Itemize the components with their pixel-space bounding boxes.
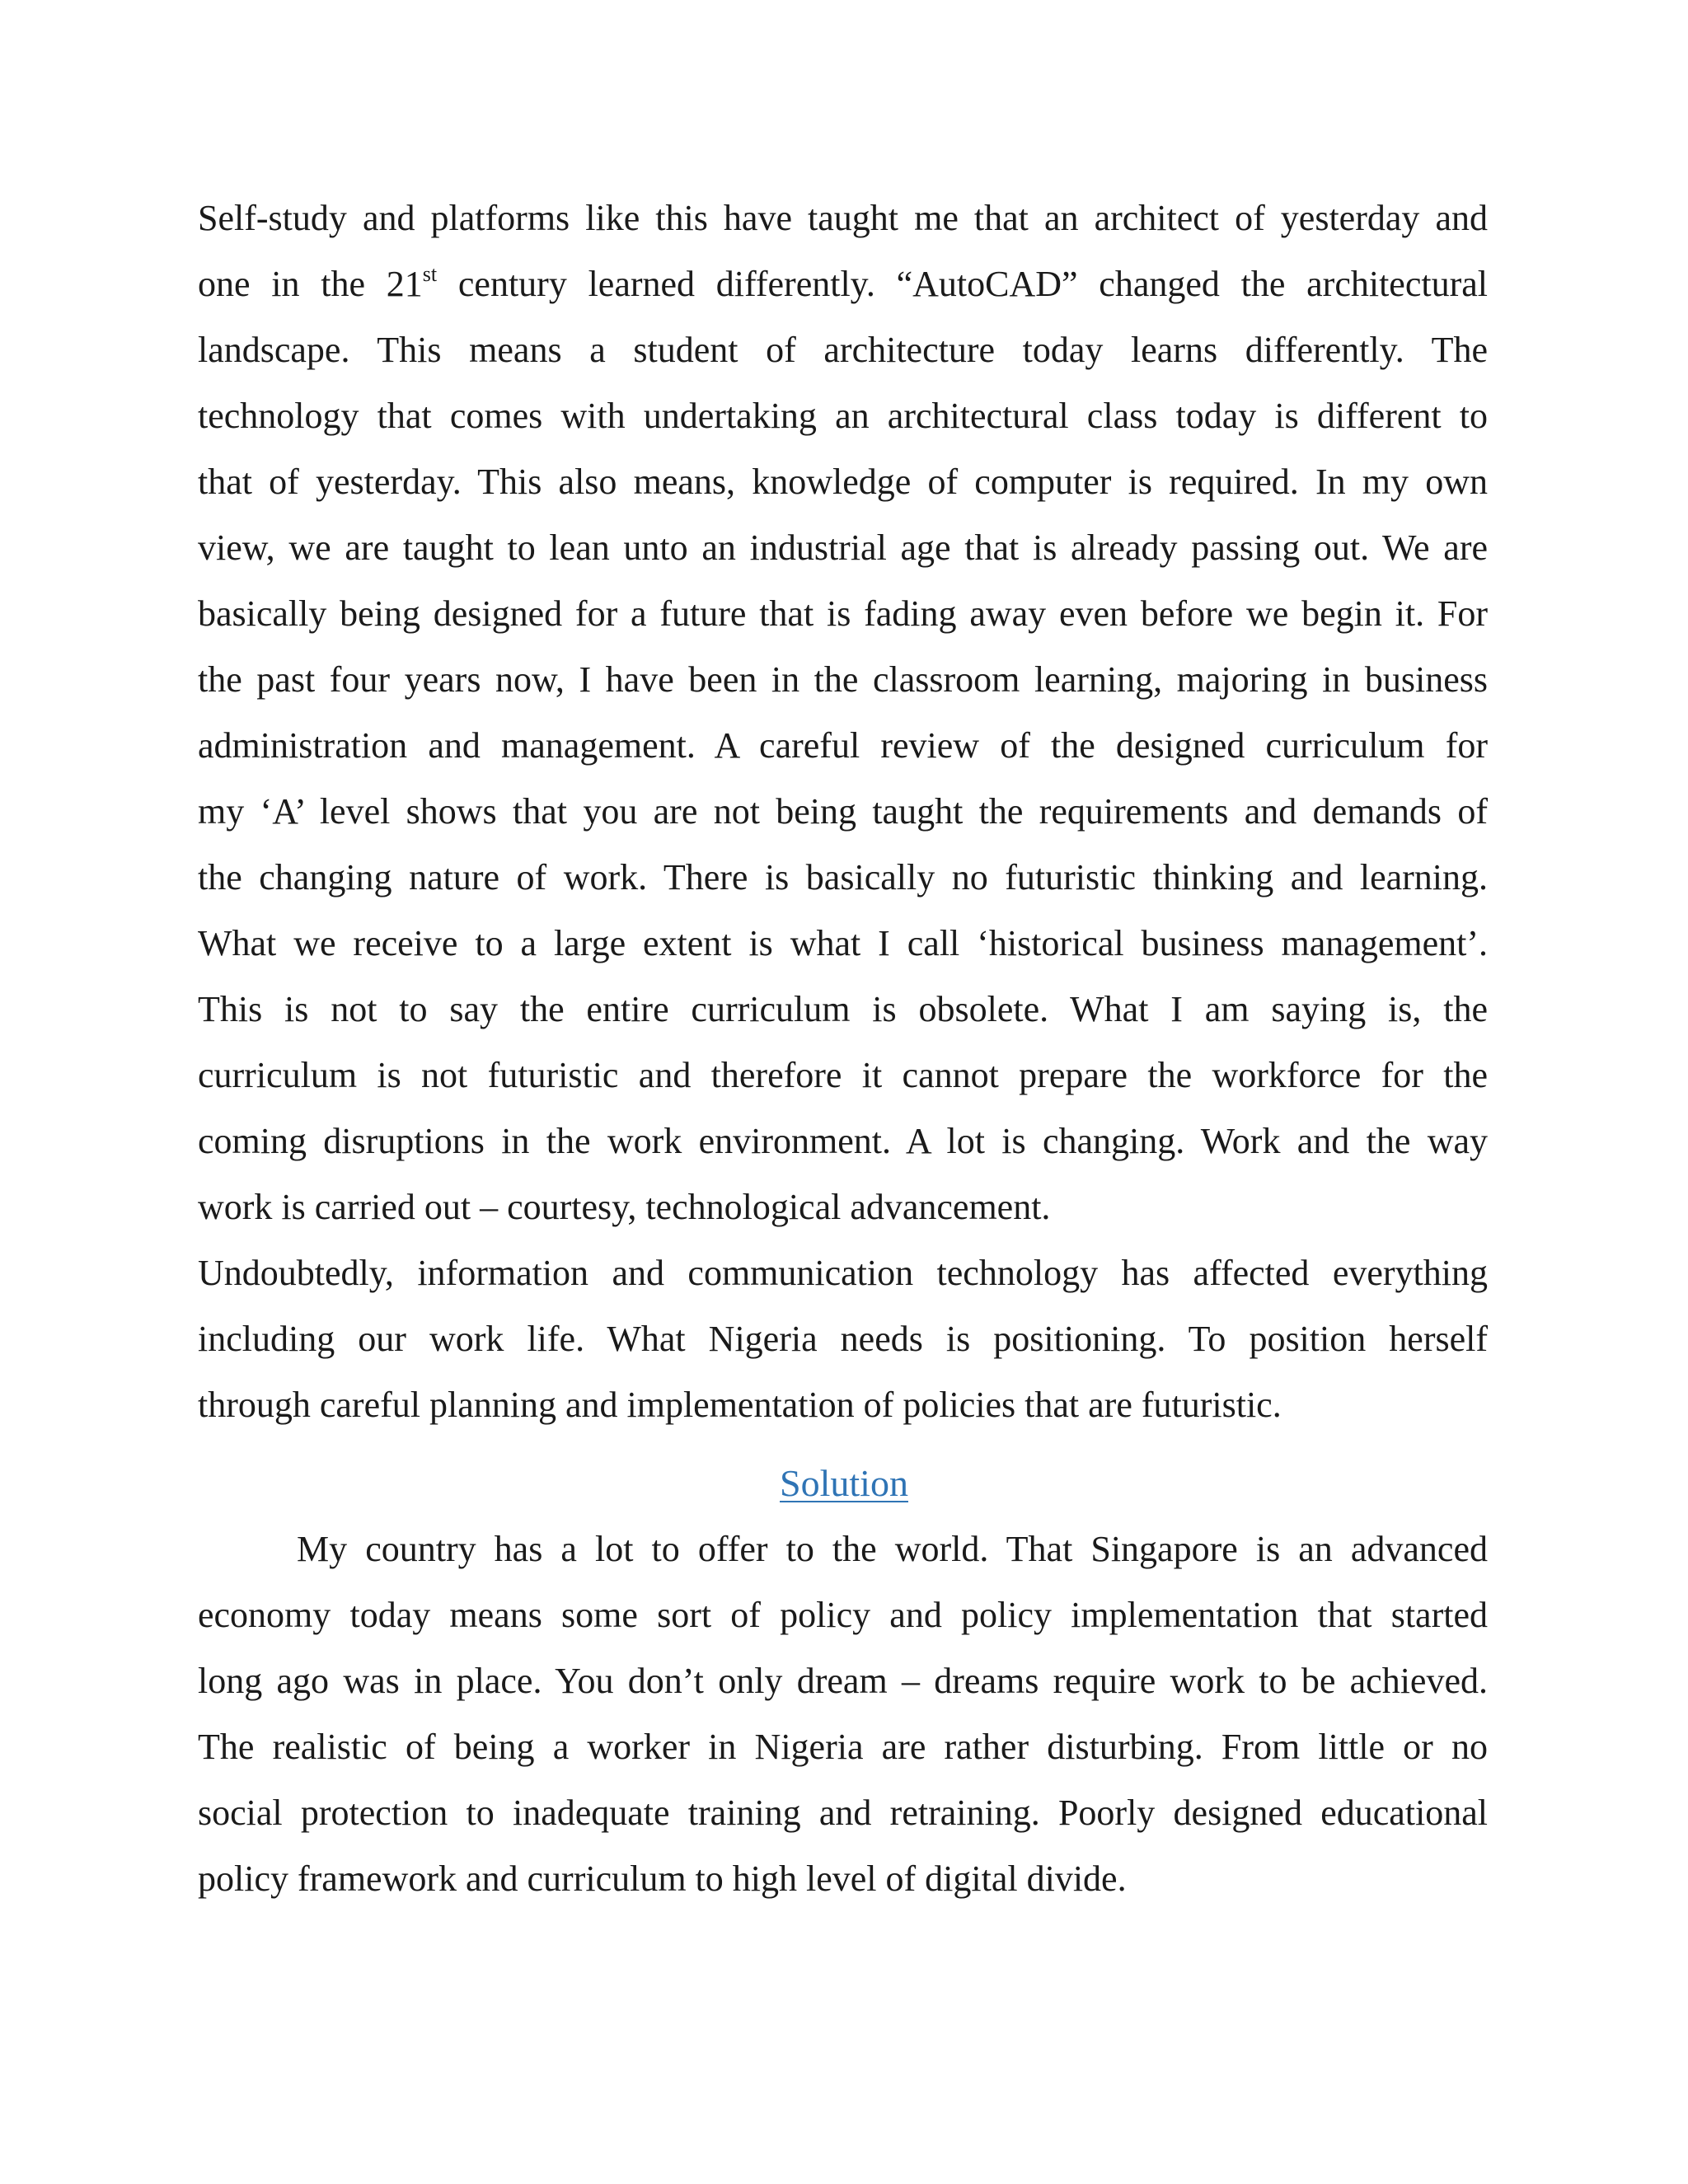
paragraph-line: The realistic of being a worker in Nigeria are rather disturbing. From little or no xyxy=(198,1727,1488,1767)
paragraph-line: landscape. This means a student of architecture today learns differently. The xyxy=(198,330,1488,370)
paragraph-line: My country has a lot to offer to the world. That Singapore is an advanced xyxy=(297,1529,1488,1569)
paragraph-line: the past four years now, I have been in the classroom learning, majoring in business xyxy=(198,659,1488,700)
section-heading xyxy=(0,1451,1688,1516)
paragraph-line: economy today means some sort of policy and policy implementation that started xyxy=(198,1595,1488,1635)
paragraph-line: technology that comes with undertaking an architectural class today is different to xyxy=(198,396,1488,436)
paragraph-line: Undoubtedly, information and communication technology has affected everything xyxy=(198,1253,1488,1293)
paragraph-line: administration and management. A careful review of the designed curriculum for xyxy=(198,725,1488,766)
paragraph-line: curriculum is not futuristic and therefore it cannot prepare the workforce for the xyxy=(198,1055,1488,1095)
paragraph-line: the changing nature of work. There is basically no futuristic thinking and learning. xyxy=(198,857,1488,898)
paragraph-line: that of yesterday. This also means, knowledge of computer is required. In my own xyxy=(198,462,1488,502)
paragraph-line: long ago was in place. You don’t only dream – dreams require work to be achieved. xyxy=(198,1661,1488,1701)
paragraph-line: Self-study and platforms like this have taught me that an architect of yesterday and xyxy=(198,198,1488,238)
paragraph-line: one in the 21st century learned differently. “AutoCAD” changed the architectural xyxy=(198,262,1488,304)
paragraph-line: What we receive to a large extent is what I call ‘historical business management’. xyxy=(198,923,1488,963)
paragraph-line: social protection to inadequate training and retraining. Poorly designed educational xyxy=(198,1793,1488,1833)
paragraph-line: my ‘A’ level shows that you are not being taught the requirements and demands of xyxy=(198,791,1488,832)
paragraph-line: policy framework and curriculum to high level of digital divide. xyxy=(198,1858,1127,1899)
paragraph-line: basically being designed for a future that is fading away even before we begin it. For xyxy=(198,593,1488,634)
paragraph-line: view, we are taught to lean unto an industrial age that is already passing out. We are xyxy=(198,527,1488,568)
superscript: st xyxy=(422,262,438,286)
section-heading-link[interactable]: Solution xyxy=(780,1462,908,1504)
paragraph-line: work is carried out – courtesy, technological advancement. xyxy=(198,1187,1051,1227)
paragraph-line: coming disruptions in the work environment. A lot is changing. Work and the way xyxy=(198,1121,1488,1161)
paragraph-line: including our work life. What Nigeria needs is positioning. To position herself xyxy=(198,1319,1488,1359)
paragraph-line: through careful planning and implementation of policies that are futuristic. xyxy=(198,1385,1282,1425)
paragraph-line: This is not to say the entire curriculum is obsolete. What I am saying is, the xyxy=(198,989,1488,1029)
